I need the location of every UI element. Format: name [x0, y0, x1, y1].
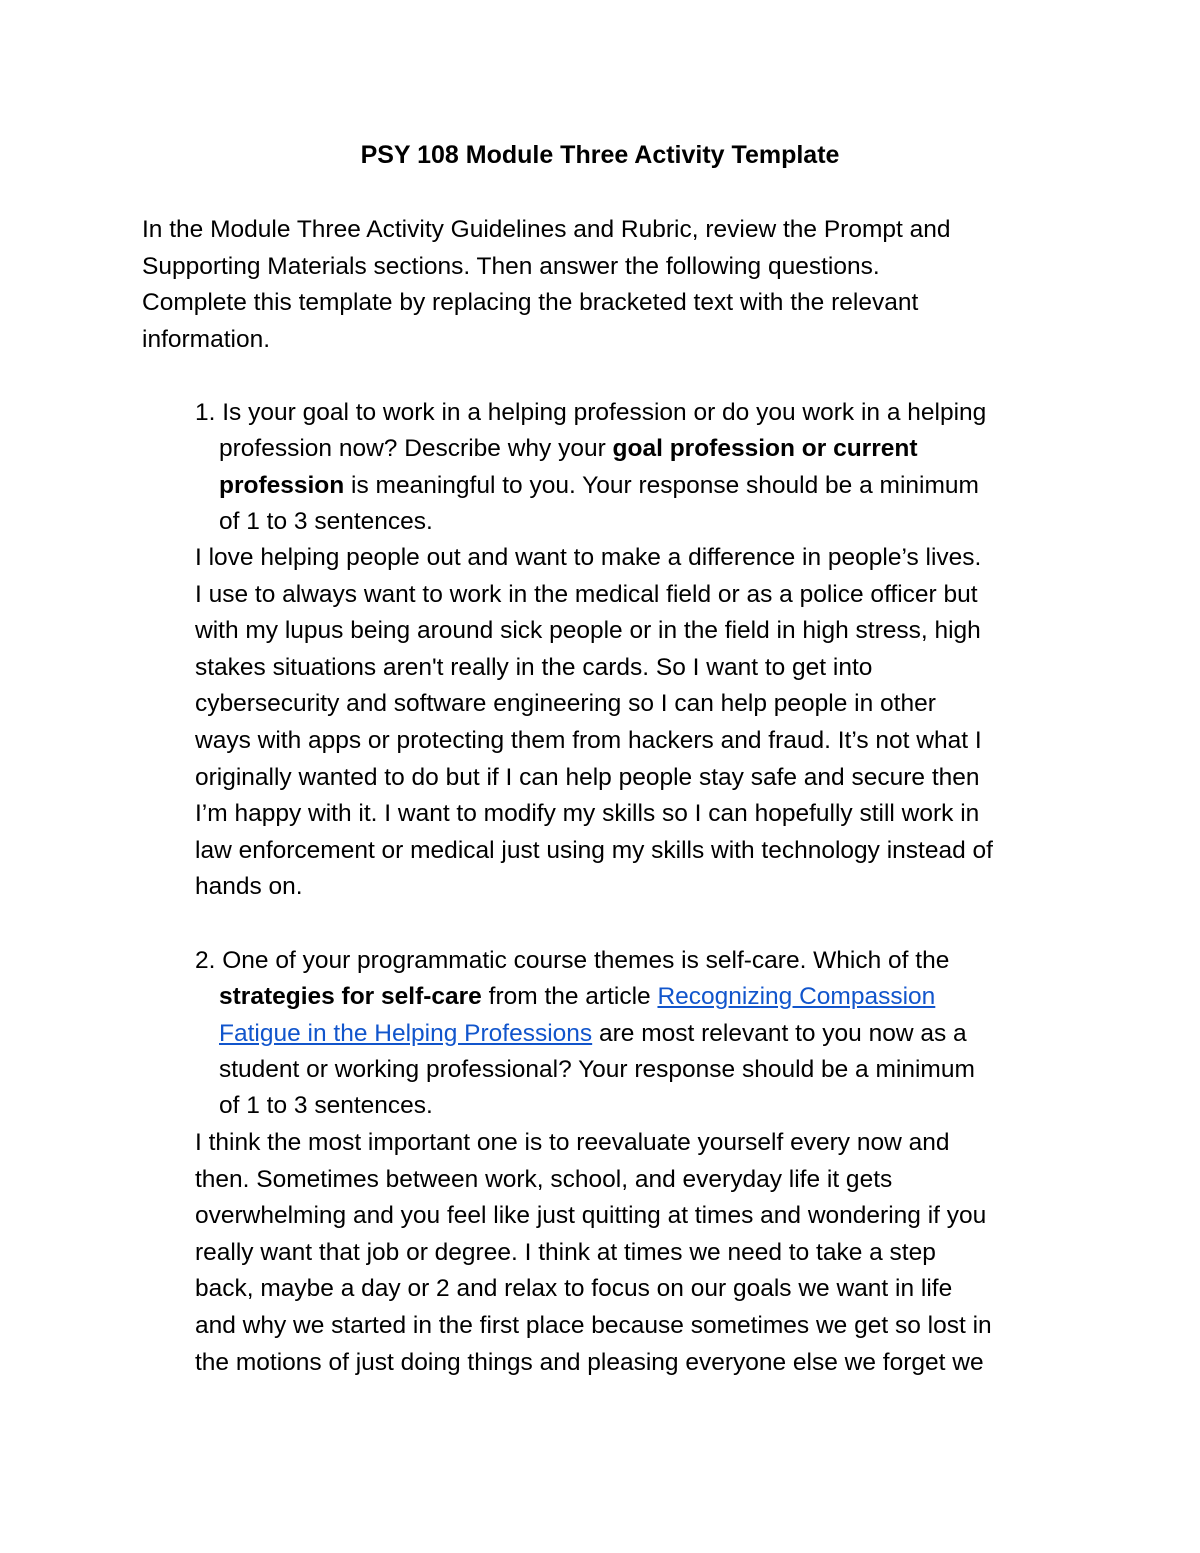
question-bold: profession: [219, 471, 345, 499]
article-link[interactable]: Fatigue in the Helping Professions: [219, 1019, 593, 1047]
answer-1: [195, 540, 1075, 906]
answer-line: hands on.: [195, 873, 303, 901]
answer-line: ways with apps or protecting them from hackers and fraud. It’s not what I: [195, 726, 982, 754]
question-line: 1. Is your goal to work in a helping profession or do you work in a helping: [195, 399, 987, 426]
answer-line: I think the most important one is to reevaluate yourself every now and: [195, 1129, 950, 1156]
answer-line: cybersecurity and software engineering so I can help people in other: [195, 690, 936, 718]
question-line: of 1 to 3 sentences.: [219, 1092, 433, 1120]
question-line: [195, 431, 1075, 467]
answer-2: [195, 1125, 1075, 1381]
intro-line: Complete this template by replacing the bracketed text with the relevant: [142, 289, 919, 317]
answer-line: stakes situations aren't really in the cards. So I want to get into: [195, 653, 873, 681]
answer-line: originally wanted to do but if I can help people stay safe and secure then: [195, 763, 980, 791]
question-line: of 1 to 3 sentences.: [219, 507, 433, 535]
intro-paragraph: [142, 212, 1042, 359]
answer-line: back, maybe a day or 2 and relax to focus on our goals we want in life: [195, 1275, 953, 1303]
answer-line: I use to always want to work in the medical field or as a police officer but: [195, 580, 978, 608]
answer-line: really want that job or degree. I think at times we need to take a step: [195, 1238, 936, 1266]
question-text: profession now? Describe why your: [219, 435, 613, 463]
question-line: [195, 979, 1075, 1015]
answer-line: I’m happy with it. I want to modify my skills so I can hopefully still work in: [195, 800, 980, 828]
answer-line: with my lupus being around sick people or in the field in high stress, high: [195, 617, 981, 645]
answer-line: overwhelming and you feel like just quitting at times and wondering if you: [195, 1202, 987, 1230]
answer-line: law enforcement or medical just using my skills with technology instead of: [195, 836, 993, 864]
question-text: is meaningful to you. Your response should be a minimum: [344, 471, 979, 499]
intro-line: In the Module Three Activity Guidelines and Rubric, review the Prompt and: [142, 216, 951, 243]
question-text: are most relevant to you now as a: [592, 1019, 967, 1047]
answer-line: then. Sometimes between work, school, and everyday life it gets: [195, 1165, 893, 1193]
article-link[interactable]: Recognizing Compassion: [657, 983, 936, 1011]
question-line: [195, 1016, 1075, 1052]
question-1: [195, 395, 1075, 540]
question-line: [195, 468, 1075, 504]
answer-line: the motions of just doing things and pleasing everyone else we forget we: [195, 1348, 984, 1376]
question-text: from the article: [481, 983, 658, 1011]
question-bold: goal profession or current: [612, 435, 918, 463]
answer-line: I love helping people out and want to make a difference in people’s lives.: [195, 544, 982, 571]
intro-line: information.: [142, 326, 271, 354]
question-bold: strategies for self-care: [219, 983, 482, 1011]
question-line: 2. One of your programmatic course themes is self-care. Which of the: [195, 947, 950, 974]
question-line: student or working professional? Your response should be a minimum: [219, 1055, 975, 1083]
intro-line: Supporting Materials sections. Then answer the following questions.: [142, 252, 880, 280]
question-2: [195, 943, 1075, 1124]
answer-line: and why we started in the first place because sometimes we get so lost in: [195, 1311, 992, 1339]
page-title: PSY 108 Module Three Activity Template: [360, 141, 840, 169]
